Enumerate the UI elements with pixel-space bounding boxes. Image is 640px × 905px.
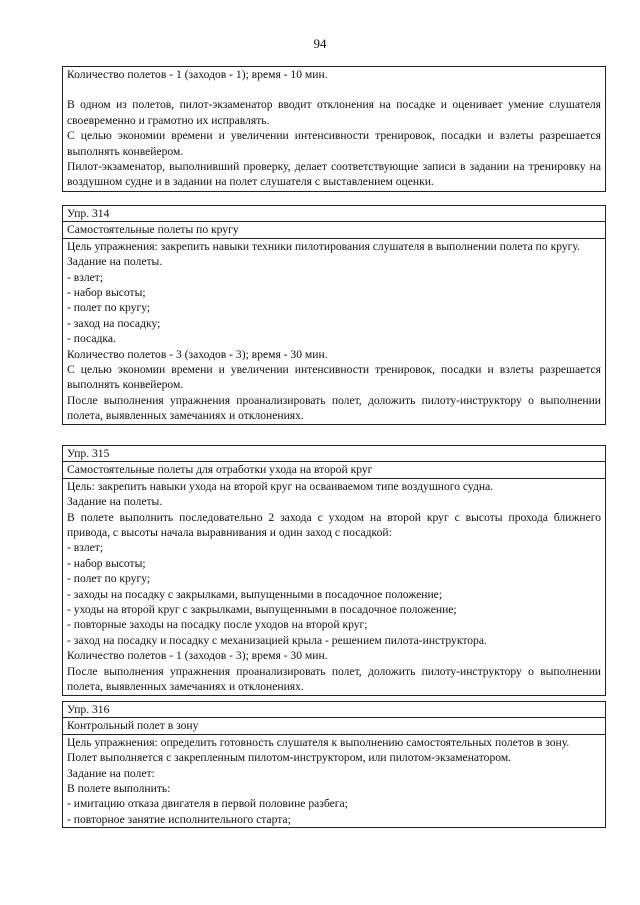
task-heading: Задание на полеты. [67,495,163,509]
task-list [67,796,601,827]
flight-count-line: Количество полетов - 1 (заходов - 3); время - 30 мин. [67,649,328,663]
exercise-313-body [63,67,605,190]
flight-count-line: Количество полетов - 1 (заходов - 1); время - 10 мин. [67,68,328,81]
list-item: - имитацию отказа двигателя в первой половине разбега; [67,796,601,811]
exercise-314 [62,205,606,425]
list-item: - набор высоты; [67,556,601,571]
exercise-number: Упр. 315 [67,447,110,460]
paragraph: После выполнения упражнения проанализировать полет, доложить пилоту-инструктору о выполнении полета, выявленных замечаниях и отклонениях. [67,393,601,423]
list-item: - заходы на посадку с закрылками, выпущенными в посадочное положение; [67,587,601,602]
page-number: 94 [313,36,327,51]
flight-count-line: Количество полетов - 3 (заходов - 3); время - 30 мин. [67,347,328,361]
list-item: - посадка. [67,331,601,346]
list-item: - повторные заходы на посадку после уходов на второй круг; [67,617,601,632]
paragraph: Пилот-экзаменатор, выполнивший проверку, делает соответствующие записи в задании на тренировку на воздушном судне и в задании на полет слушателя с выставлением оценки. [67,160,601,189]
exercise-313-continuation [62,66,606,192]
task-heading: Задание на полет: [67,766,155,780]
exercise-body [63,734,605,827]
paragraph: С целью экономии времени и увеличении интенсивности тренировок, посадки и взлеты разрешается выполнять конвейером. [67,363,601,392]
paragraph: В полете выполнить последовательно 2 захода с уходом на второй круг с высоты прохода ближнего привода, с высоты начала выравнивания и один заход с посадкой: [67,510,601,540]
exercise-goal: Цель упражнения: закрепить навыки техники пилотирования слушателя в выполнении полета по кругу. [67,239,580,253]
paragraph: В одном из полетов, пилот-экзаменатор вводит отклонения на посадке и оценивает умение слушателя своевременно и грамотно их исправлять. [67,98,601,127]
exercise-body [63,478,605,695]
exercise-number: Упр. 314 [67,207,110,220]
list-item: - взлет; [67,270,601,285]
list-item: - заход на посадку и посадку с механизацией крыла - решением пилота-инструктора. [67,633,601,648]
task-heading: Задание на полеты. [67,255,163,269]
task-list [67,540,601,648]
list-item: - полет по кругу; [67,571,601,586]
exercise-316 [62,701,606,828]
exercise-title: Контрольный полет в зону [63,717,605,733]
list-item: - повторное занятие исполнительного старта; [67,812,601,827]
exercise-number: Упр. 316 [67,703,110,716]
exercise-title: Самостоятельные полеты по кругу [63,221,605,237]
list-item: - полет по кругу; [67,300,601,315]
list-item: - уходы на второй круг с закрылками, выпущенными в посадочное положение; [67,602,601,617]
paragraph: После выполнения упражнения проанализировать полет, доложить пилоту-инструктору о выполнении полета, выявленных замечаниях и отклонениях. [67,664,601,694]
task-list [67,270,601,347]
paragraph: С целью экономии времени и увеличении интенсивности тренировок, посадки и взлеты разрешается выполнять конвейером. [67,129,601,158]
list-item: - взлет; [67,540,601,555]
exercise-goal: Цель упражнения: определить готовность слушателя к выполнению самостоятельных полетов в зону. [67,735,570,749]
list-item: - заход на посадку; [67,316,601,331]
paragraph: В полете выполнить: [67,782,171,796]
list-item: - набор высоты; [67,285,601,300]
paragraph: Полет выполняется с закрепленным пилотом-инструктором, или пилотом-экзаменатором. [67,751,512,765]
exercise-title: Самостоятельные полеты для отработки ухода на второй круг [63,461,605,477]
exercise-body [63,238,605,424]
exercise-315 [62,445,606,696]
exercise-goal: Цель: закрепить навыки ухода на второй круг на осваиваемом типе воздушного судна. [67,479,494,493]
